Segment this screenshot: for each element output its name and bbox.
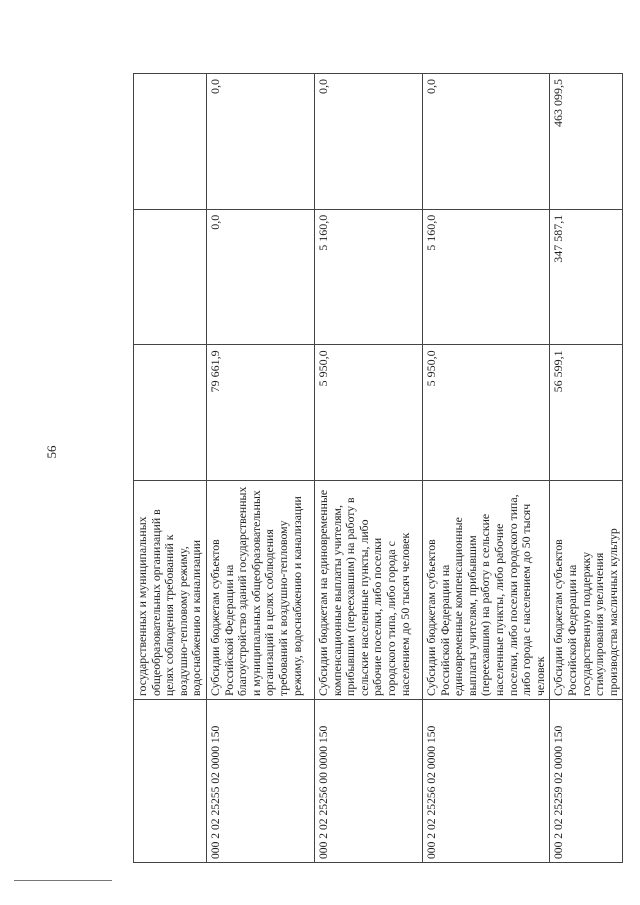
amount-cell-2: 5 160,0 bbox=[314, 209, 422, 345]
budget-code-cell: 000 2 02 25256 00 0000 150 bbox=[314, 700, 422, 863]
amount-cell-1: 79 661,9 bbox=[206, 345, 314, 481]
table-row bbox=[134, 74, 207, 863]
budget-code-cell: 000 2 02 25256 02 0000 150 bbox=[422, 700, 549, 863]
table-row bbox=[422, 74, 549, 863]
budget-table bbox=[133, 73, 623, 863]
amount-cell-3: 0,0 bbox=[422, 74, 549, 210]
amount-cell-3 bbox=[134, 74, 207, 210]
budget-code-cell: 000 2 02 25259 02 0000 150 bbox=[550, 700, 623, 863]
footnote-rule bbox=[14, 880, 112, 881]
description-cell: государственных и муниципальных общеобразовательных организаций в целях соблюдения требований к воздушно-тепловому режиму, водоснабжению и канализации bbox=[134, 481, 207, 700]
amount-cell-1: 56 599,1 bbox=[550, 345, 623, 481]
description-cell: Субсидии бюджетам субъектов Российской Федерации на единовременные компенсационные выплаты учителям, прибывшим (переехавшим) на работу в сельские населенные пункты, либо рабочие поселки, либо поселки городского типа, либо города с населением до 50 тысяч человек bbox=[422, 481, 549, 700]
table-row bbox=[550, 74, 623, 863]
amount-cell-1: 5 950,0 bbox=[422, 345, 549, 481]
amount-cell-3: 0,0 bbox=[206, 74, 314, 210]
description-cell: Субсидии бюджетам на единовременные компенсационные выплаты учителям, прибывшим (переехавшим) на работу в сельские населенные пункты, либо рабочие поселки, либо поселки городского типа, либо города с населением до 50 тысяч человек bbox=[314, 481, 422, 700]
page-number: 56 bbox=[44, 445, 59, 459]
amount-cell-2: 0,0 bbox=[206, 209, 314, 345]
budget-code-cell bbox=[134, 700, 207, 863]
amount-cell-1: 5 950,0 bbox=[314, 345, 422, 481]
amount-cell-1 bbox=[134, 345, 207, 481]
amount-cell-2 bbox=[134, 209, 207, 345]
description-cell: Субсидии бюджетам субъектов Российской Федерации на благоустройство зданий государственных и муниципальных общеобразовательных организаций в целях соблюдения требований к воздушно-тепловому режиму, водоснабжению и канализации bbox=[206, 481, 314, 700]
budget-code-cell: 000 2 02 25255 02 0000 150 bbox=[206, 700, 314, 863]
description-cell: Субсидии бюджетам субъектов Российской Федерации на государственную поддержку стимулирования увеличения производства масличных культур bbox=[550, 481, 623, 700]
amount-cell-3: 463 099,5 bbox=[550, 74, 623, 210]
amount-cell-2: 347 587,1 bbox=[550, 209, 623, 345]
table-row bbox=[314, 74, 422, 863]
table-row bbox=[206, 74, 314, 863]
amount-cell-3: 0,0 bbox=[314, 74, 422, 210]
amount-cell-2: 5 160,0 bbox=[422, 209, 549, 345]
budget-table-container bbox=[133, 73, 620, 863]
